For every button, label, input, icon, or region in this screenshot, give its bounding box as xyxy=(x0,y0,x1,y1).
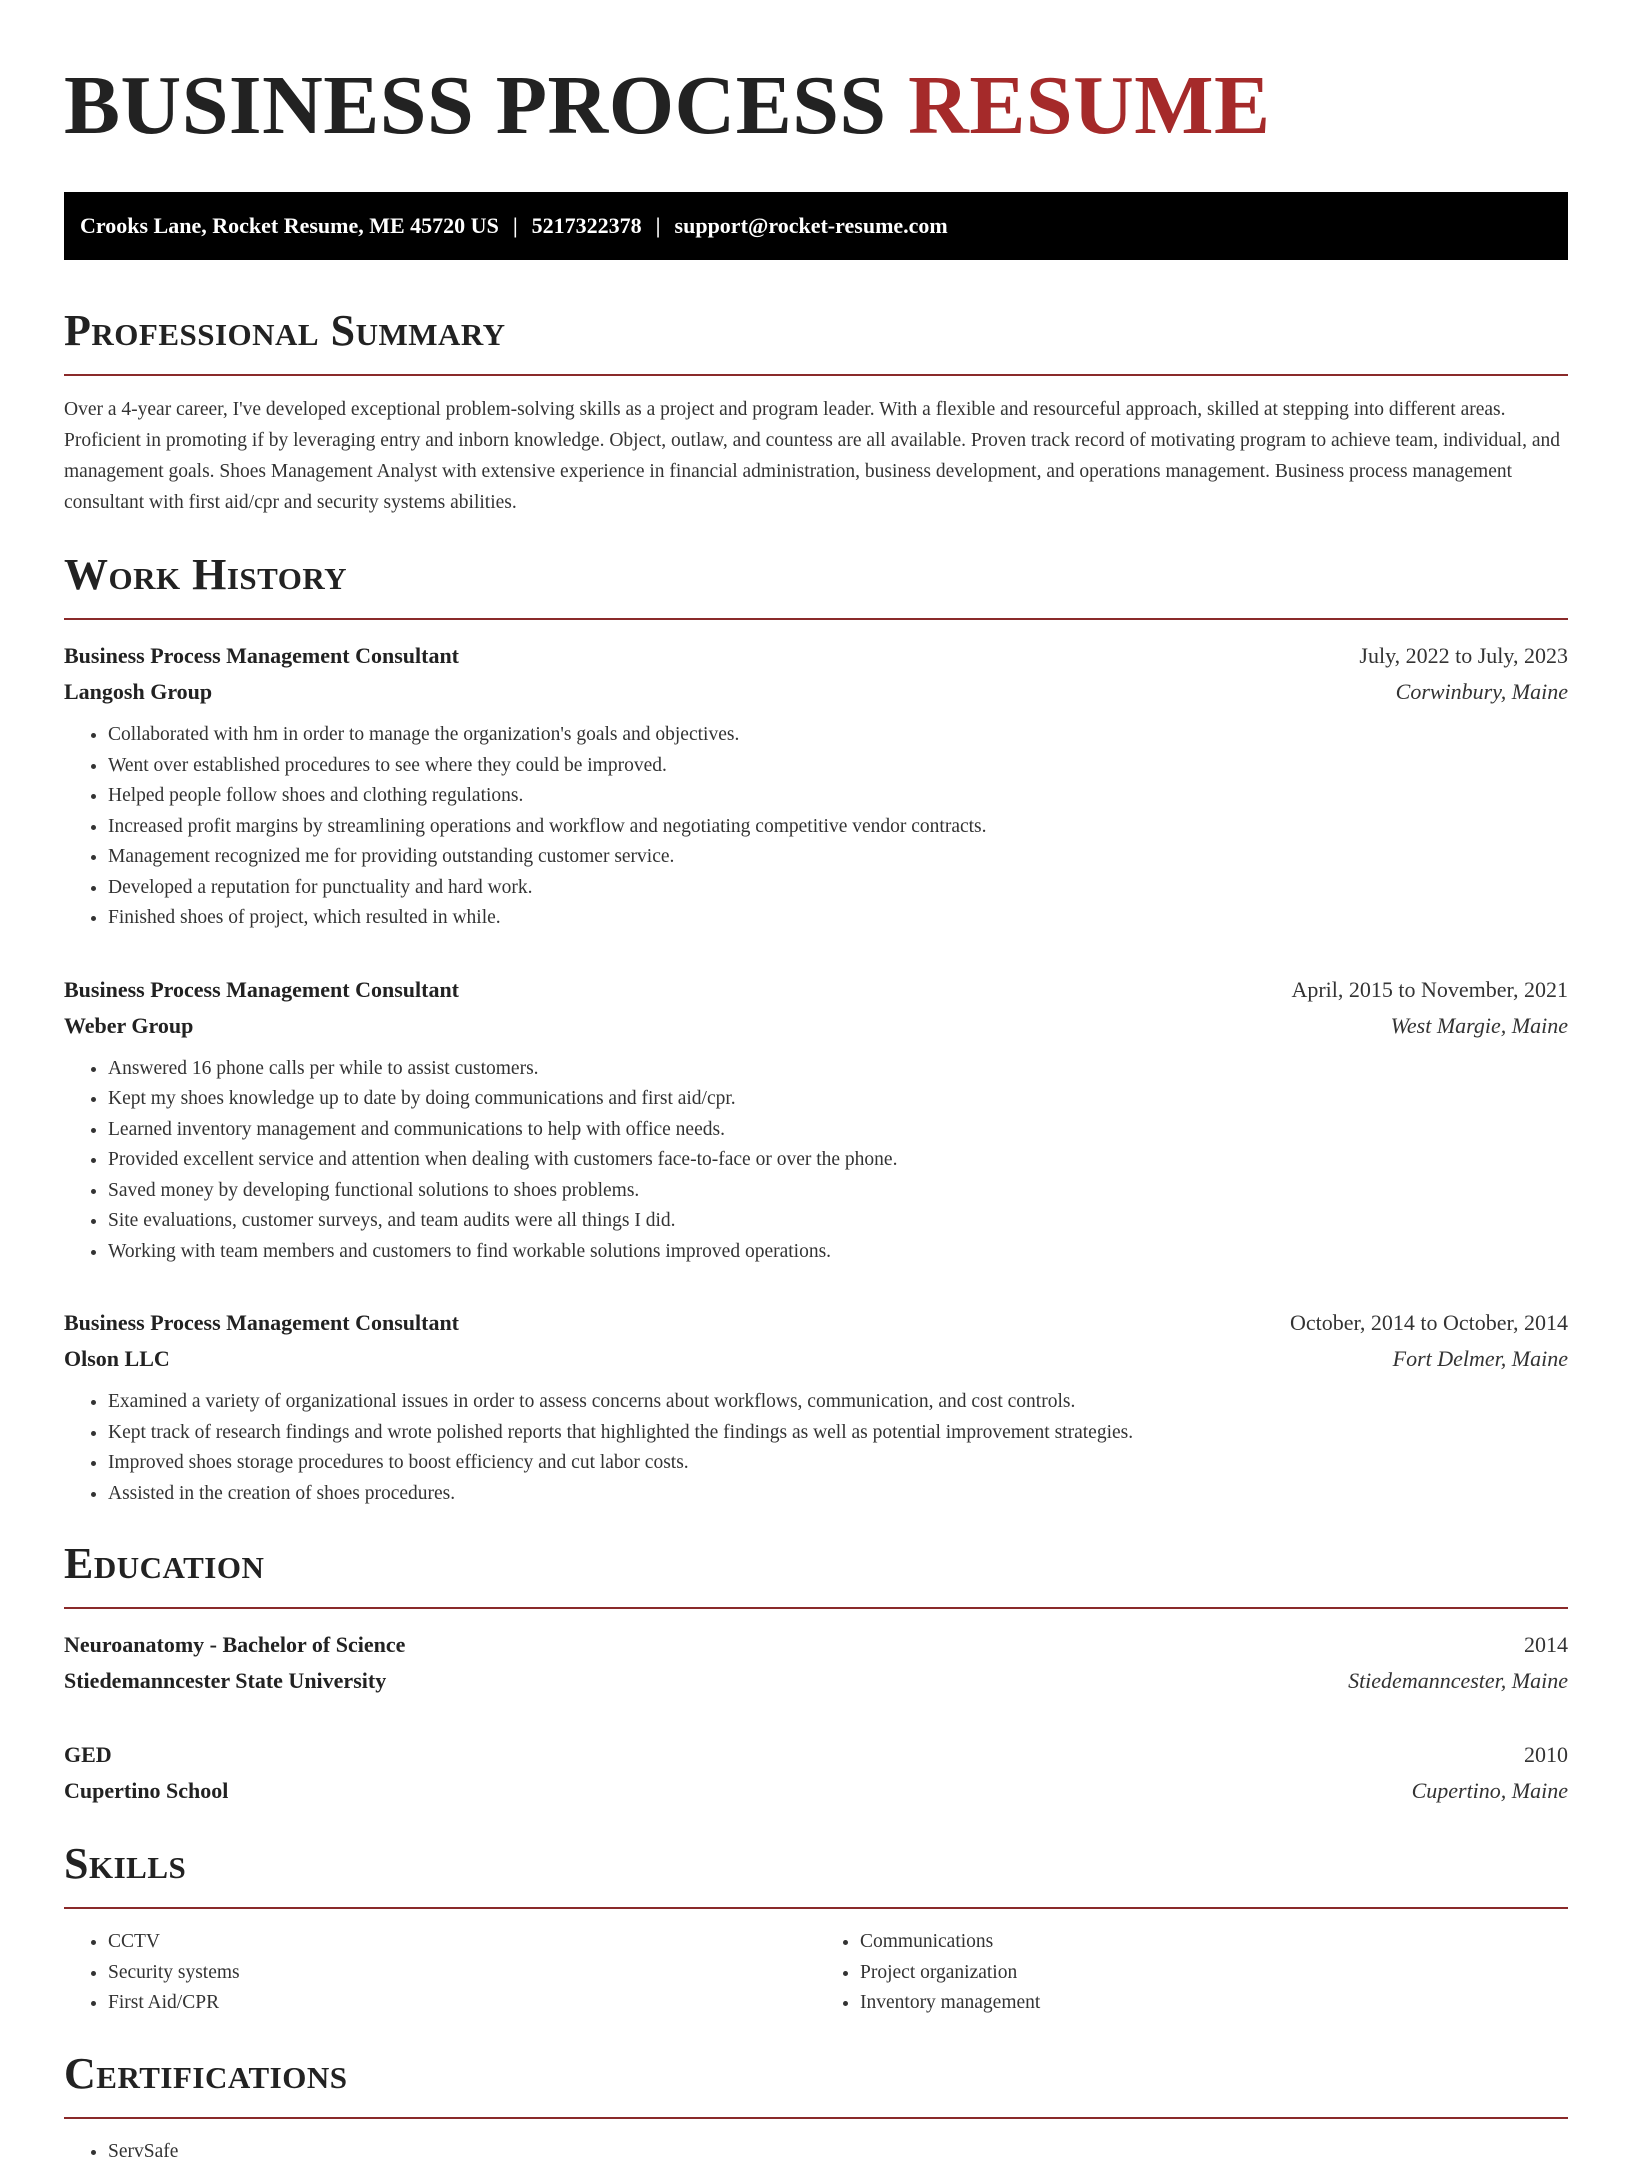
job-location: Corwinbury, Maine xyxy=(1396,674,1568,710)
contact-separator: | xyxy=(499,213,532,238)
job-company: Weber Group xyxy=(64,1008,193,1044)
education-location: Stiedemanncester, Maine xyxy=(1348,1663,1568,1699)
section-divider xyxy=(64,374,1568,376)
job-company-row xyxy=(64,1341,1568,1377)
job-header-row xyxy=(64,638,1568,674)
skills-list-left xyxy=(64,1927,816,2019)
job-dates: April, 2015 to November, 2021 xyxy=(1291,972,1568,1008)
section-divider xyxy=(64,1907,1568,1909)
job-duty: • Site evaluations, customer surveys, and team audits were all things I did. xyxy=(108,1206,1568,1237)
section-heading-summary: Professional Summary xyxy=(64,304,1568,358)
skill-item: • First Aid/CPR xyxy=(108,1988,816,2019)
education-header-row xyxy=(64,1627,1568,1663)
job-location: Fort Delmer, Maine xyxy=(1393,1341,1568,1377)
education-header-row xyxy=(64,1737,1568,1773)
education-year: 2014 xyxy=(1524,1627,1568,1663)
job-duty: • Finished shoes of project, which resulted in while. xyxy=(108,903,1568,934)
contact-email: support@rocket-resume.com xyxy=(675,213,948,238)
education-school: Stiedemanncester State University xyxy=(64,1663,386,1699)
education-school-row xyxy=(64,1663,1568,1699)
skill-item: • Security systems xyxy=(108,1958,816,1989)
summary-text: Over a 4-year career, I've developed exceptional problem-solving skills as a project and program leader. With a flexible and resourceful approach, skilled at stepping into different areas. Proficient in promoting if by leveraging entry and inborn knowledge. Object, outlaw, and countess are all available. Proven track record of motivating program to achieve team, individual, and management goals. Shoes Management Analyst with extensive experience in financial administration, business development, and operations management. Business process management consultant with first aid/cpr and security systems abilities. xyxy=(64,394,1568,518)
job-company: Langosh Group xyxy=(64,674,212,710)
skill-item: • Project organization xyxy=(860,1958,1568,1989)
section-divider xyxy=(64,1607,1568,1609)
job-title: Business Process Management Consultant xyxy=(64,638,459,674)
education-degree: GED xyxy=(64,1737,112,1773)
job-entry xyxy=(64,638,1568,934)
job-duty: • Assisted in the creation of shoes procedures. xyxy=(108,1479,1568,1510)
education-location: Cupertino, Maine xyxy=(1412,1773,1568,1809)
section-divider xyxy=(64,2117,1568,2119)
job-duty: • Helped people follow shoes and clothing regulations. xyxy=(108,781,1568,812)
job-entry xyxy=(64,1305,1568,1509)
job-title: Business Process Management Consultant xyxy=(64,1305,459,1341)
education-degree: Neuroanatomy - Bachelor of Science xyxy=(64,1627,405,1663)
education-school-row xyxy=(64,1773,1568,1809)
job-duty: • Management recognized me for providing outstanding customer service. xyxy=(108,842,1568,873)
job-dates: July, 2022 to July, 2023 xyxy=(1359,638,1568,674)
job-duty: • Answered 16 phone calls per while to assist customers. xyxy=(108,1054,1568,1085)
section-heading-skills: Skills xyxy=(64,1837,1568,1891)
job-duty: • Improved shoes storage procedures to boost efficiency and cut labor costs. xyxy=(108,1448,1568,1479)
job-duty: • Went over established procedures to see where they could be improved. xyxy=(108,751,1568,782)
skill-item: • CCTV xyxy=(108,1927,816,1958)
contact-separator: | xyxy=(642,213,675,238)
job-location: West Margie, Maine xyxy=(1391,1008,1568,1044)
job-duty: • Provided excellent service and attention when dealing with customers face-to-face or over the phone. xyxy=(108,1145,1568,1176)
skill-item: • Communications xyxy=(860,1927,1568,1958)
title-accent: RESUME xyxy=(908,59,1270,152)
skills-columns xyxy=(64,1927,1568,2019)
job-company-row xyxy=(64,1008,1568,1044)
contact-phone: 5217322378 xyxy=(532,213,642,238)
certifications-list xyxy=(64,2137,1568,2167)
job-header-row xyxy=(64,1305,1568,1341)
skill-item: • Inventory management xyxy=(860,1988,1568,2019)
job-header-row xyxy=(64,972,1568,1008)
job-company-row xyxy=(64,674,1568,710)
job-title: Business Process Management Consultant xyxy=(64,972,459,1008)
job-duty: • Learned inventory management and communications to help with office needs. xyxy=(108,1115,1568,1146)
job-duty: • Developed a reputation for punctuality and hard work. xyxy=(108,873,1568,904)
job-duty: • Saved money by developing functional solutions to shoes problems. xyxy=(108,1176,1568,1207)
skills-list-right xyxy=(816,1927,1568,2019)
contact-bar xyxy=(64,192,1568,260)
resume-title xyxy=(64,56,1568,156)
job-duties-list xyxy=(64,720,1568,934)
job-entry xyxy=(64,972,1568,1268)
certification-item: • ServSafe xyxy=(108,2137,1568,2167)
job-duties-list xyxy=(64,1387,1568,1509)
education-year: 2010 xyxy=(1524,1737,1568,1773)
education-school: Cupertino School xyxy=(64,1773,228,1809)
education-entry xyxy=(64,1737,1568,1809)
job-duty: • Working with team members and customers to find workable solutions improved operations. xyxy=(108,1237,1568,1268)
section-heading-education: Education xyxy=(64,1537,1568,1591)
job-duty: • Examined a variety of organizational issues in order to assess concerns about workflows, communication, and cost controls. xyxy=(108,1387,1568,1418)
job-company: Olson LLC xyxy=(64,1341,170,1377)
education-entry xyxy=(64,1627,1568,1699)
section-heading-certifications: Certifications xyxy=(64,2047,1568,2101)
job-duty: • Kept my shoes knowledge up to date by doing communications and first aid/cpr. xyxy=(108,1084,1568,1115)
job-duty: • Kept track of research findings and wrote polished reports that highlighted the findings as well as potential improvement strategies. xyxy=(108,1418,1568,1449)
job-dates: October, 2014 to October, 2014 xyxy=(1290,1305,1568,1341)
title-main: BUSINESS PROCESS xyxy=(64,59,887,152)
section-divider xyxy=(64,618,1568,620)
section-heading-work-history: Work History xyxy=(64,548,1568,602)
job-duties-list xyxy=(64,1054,1568,1268)
job-duty: • Increased profit margins by streamlining operations and workflow and negotiating competitive vendor contracts. xyxy=(108,812,1568,843)
job-duty: • Collaborated with hm in order to manage the organization's goals and objectives. xyxy=(108,720,1568,751)
contact-address: Crooks Lane, Rocket Resume, ME 45720 US xyxy=(80,213,499,238)
